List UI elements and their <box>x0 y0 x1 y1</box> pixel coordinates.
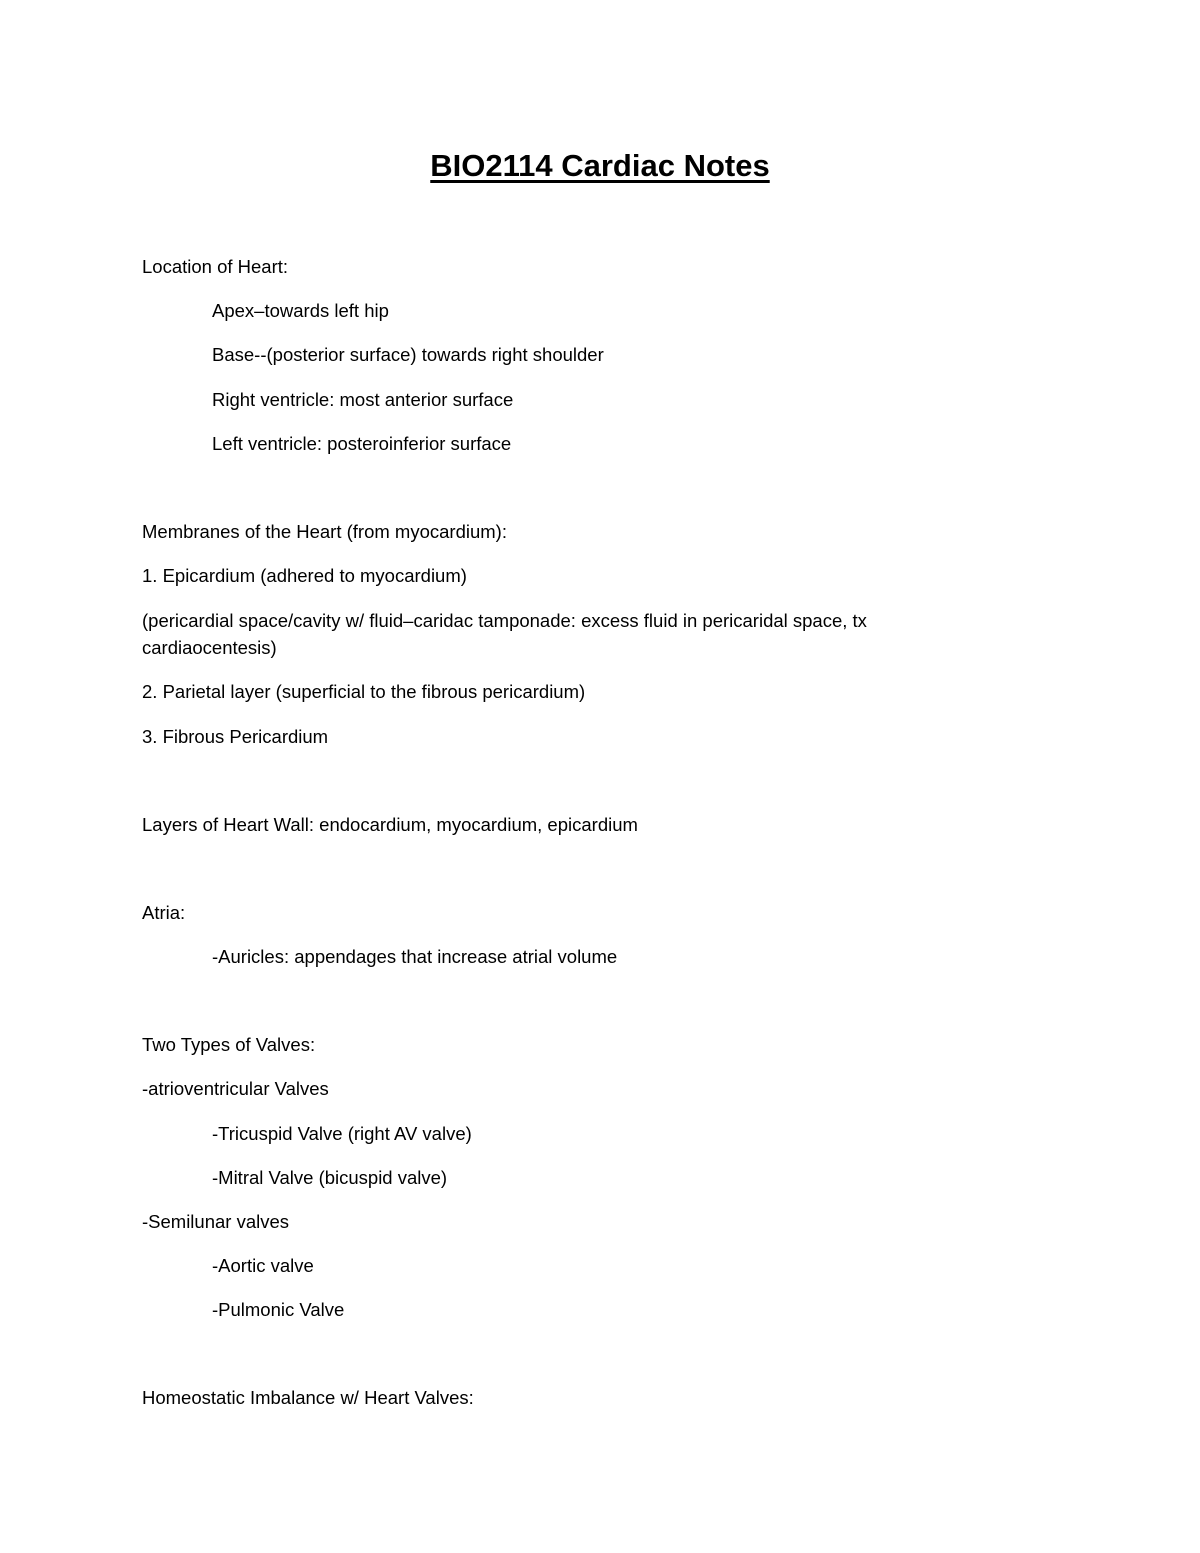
valves-av-heading: -atrioventricular Valves <box>142 1078 329 1099</box>
location-item-apex: Apex–towards left hip <box>212 300 389 321</box>
atria-heading: Atria: <box>142 902 186 923</box>
location-item-right-ventricle: Right ventricle: most anterior surface <box>212 389 514 410</box>
valves-heading: Two Types of Valves: <box>142 1034 316 1055</box>
valves-av-item-mitral: -Mitral Valve (bicuspid valve) <box>212 1167 448 1188</box>
atria-item-auricles: -Auricles: appendages that increase atrial volume <box>212 946 618 967</box>
membranes-heading: Membranes of the Heart (from myocardium): <box>142 521 507 542</box>
membranes-item-epicardium: 1. Epicardium (adhered to myocardium) <box>142 565 467 586</box>
valves-sl-item-pulmonic: -Pulmonic Valve <box>212 1299 345 1320</box>
layers-text: Layers of Heart Wall: endocardium, myocardium, epicardium <box>142 814 638 835</box>
membranes-item-parietal: 2. Parietal layer (superficial to the fibrous pericardium) <box>142 681 586 702</box>
valves-av-item-tricuspid: -Tricuspid Valve (right AV valve) <box>212 1123 472 1144</box>
imbalance-heading: Homeostatic Imbalance w/ Heart Valves: <box>142 1387 474 1408</box>
valves-sl-heading: -Semilunar valves <box>142 1211 290 1232</box>
document-title: BIO2114 Cardiac Notes <box>430 148 770 183</box>
membranes-note: (pericardial space/cavity w/ fluid–caridac tamponade: excess fluid in pericaridal space, tx cardiaocentesis) <box>142 610 867 658</box>
valves-sl-item-aortic: -Aortic valve <box>212 1255 314 1276</box>
location-item-left-ventricle: Left ventricle: posteroinferior surface <box>212 433 512 454</box>
location-heading: Location of Heart: <box>142 256 289 277</box>
membranes-item-fibrous: 3. Fibrous Pericardium <box>142 726 329 747</box>
location-item-base: Base--(posterior surface) towards right shoulder <box>212 344 604 365</box>
